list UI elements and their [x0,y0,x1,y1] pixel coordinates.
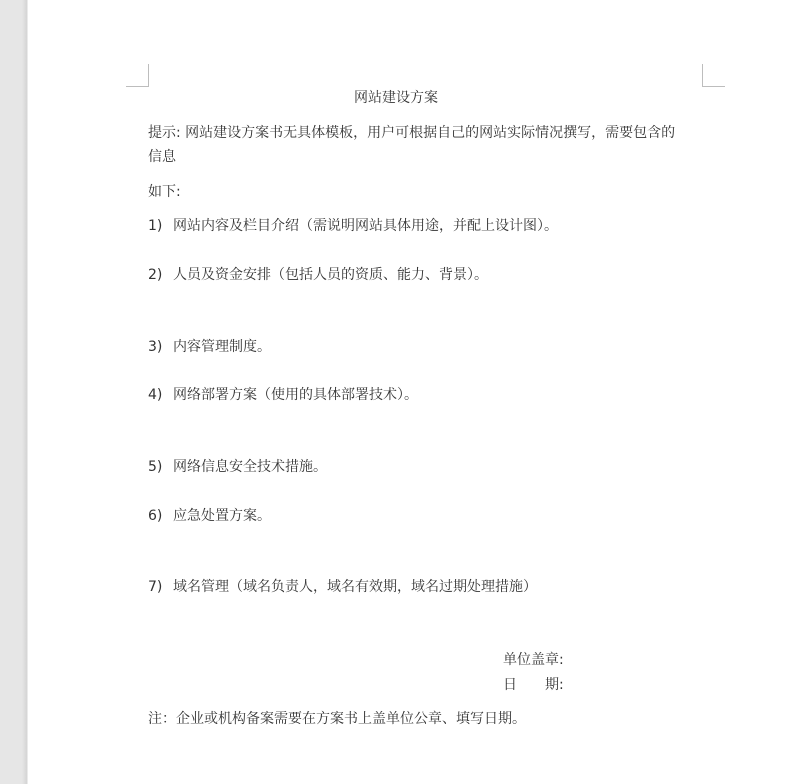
list-item [148,506,271,526]
list-item-number: 7) [148,579,163,595]
hint-line-1: 提示: 网站建设方案书无具体模板，用户可根据自己的网站实际情况撰写，需要包含的 [148,125,676,141]
list-item-text: 应急处置方案。 [173,508,271,524]
seal-label: 单位盖章: [503,652,564,668]
list-item-number: 3) [148,339,163,355]
list-item [148,577,537,597]
list-item [148,216,558,236]
list-item-text: 内容管理制度。 [173,339,271,355]
list-item-number: 6) [148,508,163,524]
hint-line-2: 信息 [148,149,176,165]
list-item-text: 域名管理（域名负责人，域名有效期，域名过期处理措施） [173,579,537,595]
margin-corner-top-left [126,64,149,87]
hint-line-3: 如下: [148,184,181,200]
list-item-text: 网络部署方案（使用的具体部署技术）。 [173,387,418,403]
list-item-text: 网络信息安全技术措施。 [173,459,327,475]
margin-corner-top-right [702,64,725,87]
document-title: 网站建设方案 [354,90,438,106]
list-item [148,265,488,285]
list-item-text: 网站内容及栏目介绍（需说明网站具体用途，并配上设计图）。 [173,218,558,234]
footnote: 注：企业或机构备案需要在方案书上盖单位公章、填写日期。 [148,711,526,727]
list-item [148,385,418,405]
list-item-number: 2) [148,267,163,283]
date-label: 日 期: [503,677,564,693]
list-item-number: 4) [148,387,163,403]
list-item [148,457,327,477]
list-item-number: 1) [148,218,163,234]
list-item-number: 5) [148,459,163,475]
document-page[interactable] [28,0,808,784]
viewer-gutter [0,0,28,784]
list-item-text: 人员及资金安排（包括人员的资质、能力、背景）。 [173,267,488,283]
list-item [148,337,271,357]
